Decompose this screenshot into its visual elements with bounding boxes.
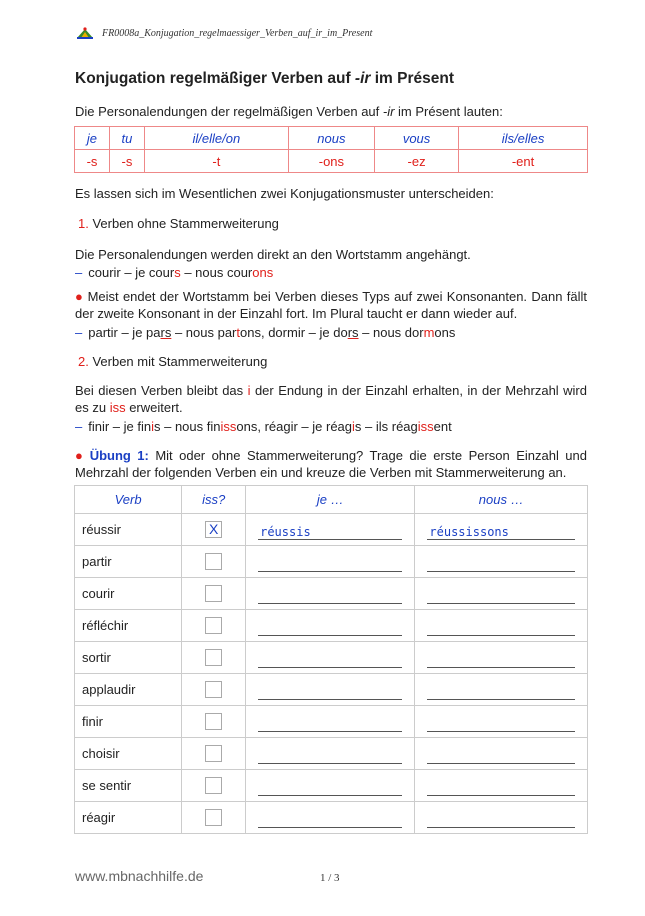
header-verb: Verb xyxy=(75,486,182,514)
iss-checkbox[interactable] xyxy=(205,745,222,762)
iss-checkbox[interactable] xyxy=(205,809,222,826)
verb-cell: choisir xyxy=(75,738,182,770)
je-answer-field[interactable] xyxy=(258,679,402,700)
table-row xyxy=(75,610,588,642)
je-answer-field[interactable] xyxy=(258,583,402,604)
je-answer-field[interactable] xyxy=(258,615,402,636)
page-title: Konjugation regelmäßiger Verben auf -ir im Présent xyxy=(75,70,454,87)
verb-cell: réagir xyxy=(75,802,182,834)
nous-answer-field[interactable] xyxy=(427,551,575,572)
example-finir-reagir: – finir – je finis – nous finissons, réagir – je réagis – ils réagissent xyxy=(75,419,452,434)
verb-cell: applaudir xyxy=(75,674,182,706)
nous-answer-field[interactable] xyxy=(427,647,575,668)
consonant-note: ● Meist endet der Wortstamm bei Verben dieses Typs auf zwei Konsonanten. Dann fällt der zweite Konsonant in der Einzahl fort. Im Plural taucht er dann wieder auf. xyxy=(75,289,587,321)
pronoun-row xyxy=(75,127,588,150)
header-filename: FR0008a_Konjugation_regelmaessiger_Verben_auf_ir_im_Present xyxy=(102,27,373,39)
exercise-table xyxy=(74,485,588,834)
table-row xyxy=(75,514,588,546)
document-header xyxy=(76,27,372,39)
je-answer-field[interactable] xyxy=(258,807,402,828)
je-answer-field[interactable] xyxy=(258,743,402,764)
pronoun-cell: vous xyxy=(375,127,459,150)
verb-cell: courir xyxy=(75,578,182,610)
intro-text: Die Personalendungen der regelmäßigen Verben auf -ir im Présent lauten: xyxy=(75,104,503,119)
ending-cell: -ez xyxy=(375,150,459,173)
je-answer-field[interactable] xyxy=(258,775,402,796)
endings-direct-text: Die Personalendungen werden direkt an den Wortstamm angehängt. xyxy=(75,247,471,262)
table-row xyxy=(75,546,588,578)
example-partir-dormir: – partir – je pars – nous partons, dormir – je dors – nous dormons xyxy=(75,325,456,340)
nous-answer-field[interactable]: réussissons xyxy=(427,519,575,540)
iss-checkbox[interactable] xyxy=(205,777,222,794)
pronoun-cell: il/elle/on xyxy=(144,127,288,150)
nous-answer-field[interactable] xyxy=(427,583,575,604)
table-row xyxy=(75,738,588,770)
table-row xyxy=(75,578,588,610)
iss-explanation: Bei diesen Verben bleibt das i der Endung in der Einzahl erhalten, in der Mehrzahl wird es zu iss erweitert. xyxy=(75,383,587,415)
iss-checkbox[interactable] xyxy=(205,585,222,602)
footer-url[interactable]: www.mbnachhilfe.de xyxy=(75,868,204,884)
verb-cell: réfléchir xyxy=(75,610,182,642)
iss-checkbox[interactable] xyxy=(205,617,222,634)
verb-cell: se sentir xyxy=(75,770,182,802)
table-row xyxy=(75,802,588,834)
ending-cell: -s xyxy=(109,150,144,173)
exercise-instructions: ● Übung 1: Mit oder ohne Stammerweiterung? Trage die erste Person Einzahl und Mehrzahl der folgenden Verben ein und kreuze die Verben mit Stammerweiterung an. xyxy=(75,448,587,480)
nous-answer-field[interactable] xyxy=(427,743,575,764)
header-je: je … xyxy=(246,486,415,514)
je-answer-field[interactable]: réussis xyxy=(258,519,402,540)
table-row xyxy=(75,706,588,738)
pronoun-cell: je xyxy=(75,127,110,150)
logo-icon xyxy=(76,27,94,39)
page-number: 1 / 3 xyxy=(320,872,340,884)
section2-heading: 2. Verben mit Stammerweiterung xyxy=(78,354,268,369)
table-row xyxy=(75,674,588,706)
two-patterns-text: Es lassen sich im Wesentlichen zwei Konjugationsmuster unterscheiden: xyxy=(75,186,494,201)
table-row xyxy=(75,770,588,802)
iss-checkbox[interactable] xyxy=(205,649,222,666)
ending-cell: -t xyxy=(144,150,288,173)
verb-cell: partir xyxy=(75,546,182,578)
nous-answer-field[interactable] xyxy=(427,711,575,732)
verb-cell: réussir xyxy=(75,514,182,546)
pronoun-cell: tu xyxy=(109,127,144,150)
ending-cell: -ent xyxy=(459,150,588,173)
iss-checkbox[interactable] xyxy=(205,681,222,698)
nous-answer-field[interactable] xyxy=(427,615,575,636)
iss-checkbox[interactable] xyxy=(205,713,222,730)
ending-row xyxy=(75,150,588,173)
table-row xyxy=(75,642,588,674)
ending-cell: -s xyxy=(75,150,110,173)
je-answer-field[interactable] xyxy=(258,711,402,732)
iss-checkbox[interactable]: X xyxy=(205,521,222,538)
verb-cell: sortir xyxy=(75,642,182,674)
section1-heading: 1. Verben ohne Stammerweiterung xyxy=(78,216,279,231)
nous-answer-field[interactable] xyxy=(427,807,575,828)
je-answer-field[interactable] xyxy=(258,551,402,572)
nous-answer-field[interactable] xyxy=(427,679,575,700)
example-courir: – courir – je cours – nous courons xyxy=(75,265,274,280)
ending-cell: -ons xyxy=(288,150,374,173)
verb-cell: finir xyxy=(75,706,182,738)
je-answer-field[interactable] xyxy=(258,647,402,668)
pronoun-cell: ils/elles xyxy=(459,127,588,150)
header-iss: iss? xyxy=(182,486,246,514)
nous-answer-field[interactable] xyxy=(427,775,575,796)
header-nous: nous … xyxy=(415,486,588,514)
pronoun-cell: nous xyxy=(288,127,374,150)
iss-checkbox[interactable] xyxy=(205,553,222,570)
endings-table xyxy=(74,126,588,173)
exercise-header-row xyxy=(75,486,588,514)
